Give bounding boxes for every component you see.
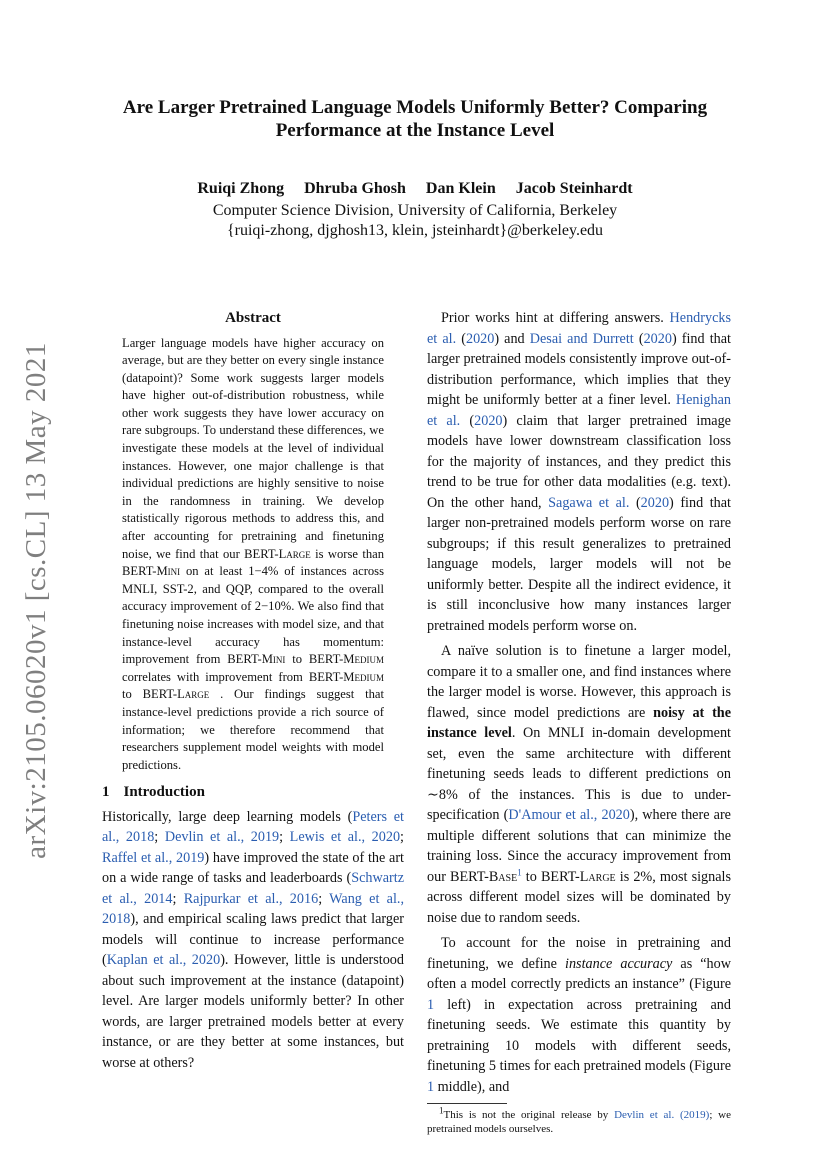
citation-link[interactable]: Kaplan et al., 2020 xyxy=(106,952,221,969)
footnote: $^1$This is not the original release by Devlin et al. (2019); we pretrained models ourselves. xyxy=(427,1105,731,1135)
citation-link[interactable]: Henighan et al. xyxy=(427,392,731,429)
citation-link[interactable]: 2020 xyxy=(640,494,670,511)
citation-link[interactable]: Raffel et al., 2019 xyxy=(102,849,205,866)
citation-link[interactable]: Rajpurkar et al., 2016 xyxy=(183,890,319,907)
section-number: 1 xyxy=(102,784,110,801)
footnote-marker[interactable]: 1 xyxy=(517,866,522,877)
citation-link[interactable]: Desai and Durrett xyxy=(529,330,634,347)
citation-link[interactable]: D'Amour et al., 2020 xyxy=(508,807,630,823)
citation-link[interactable]: Devlin et al., 2019 xyxy=(164,829,280,846)
author: Dhruba Ghosh xyxy=(304,180,406,197)
citation-link[interactable]: Sagawa et al. xyxy=(548,494,630,511)
arxiv-stamp xyxy=(16,341,56,859)
arxiv-id: arXiv:2105.06020v1 [cs.CL] 13 May 2021 xyxy=(19,341,52,859)
citation-link[interactable]: Lewis et al., 2020 xyxy=(289,829,401,846)
citation-link[interactable]: 2020 xyxy=(643,330,672,347)
citation-link[interactable]: Schwartz et al., 2014 xyxy=(102,870,404,907)
body-paragraph: To account for the noise in pretraining and finetuning, we define instance accuracy as “how often a model correctly predicts an instance” (Figure 1 left) in expectation across pretraining and finetuning seeds. We estimate this quantity by pretraining 10 models with different seeds, finetuning 5 times for each pretrained models (Figure 1 middle), and xyxy=(427,935,731,1095)
author-list xyxy=(90,180,740,198)
citation-link[interactable]: Hendrycks et al. xyxy=(427,310,731,347)
left-column xyxy=(102,308,404,1073)
citation-link[interactable]: 2020 xyxy=(474,412,503,429)
abstract-heading: Abstract xyxy=(225,310,281,326)
citation-link[interactable]: 2020 xyxy=(465,330,495,347)
author-emails: {ruiqi-zhong, djghosh13, klein, jsteinhardt}@berkeley.edu xyxy=(226,222,604,239)
section-heading-introduction xyxy=(102,782,404,803)
body-paragraph: A naïve solution is to finetune a larger model, compare it to a smaller one, and find instances where the larger model is worse. However, this approach is flawed, since model predictions are noisy at the instance level. On MNLI in-domain development set, even the same architecture with different finetuning seeds leads to different predictions on ∼8% of the instances. This is due to under-specification (D'Amour et al., 2020), where there are multiple different solutions that can minimize the training loss. Since the accuracy improvement from our BERT-Base$^1$ to BERT-Large is 2%, most signals across different model sizes will be dominated by noise due to random seeds. xyxy=(427,643,732,926)
figure-ref-link[interactable]: 1 xyxy=(427,996,435,1013)
author: Ruiqi Zhong xyxy=(197,180,285,197)
citation-link[interactable]: Wang et al., 2018 xyxy=(102,890,404,928)
abstract-text: Larger language models have higher accuracy on average, but are they better on every single instance (datapoint)? Some work suggests larger models have higher out-of-distribution robustness, while other work suggests they have lower accuracy on rare subgroups. To understand these differences, we investigate these models at the level of individual instances. However, one major challenge is that individual predictions are highly sensitive to noise in the randomness in training. We develop statistically rigorous methods to address this, and after accounting for pretraining and finetuning noise, we find that our BERT-Large is worse than BERT-Mini on at least 1−4% of instances across MNLI, SST-2, and QQP, compared to the overall accuracy improvement of 2−10%. We also find that finetuning noise increases with model size, and that instance-level accuracy has momentum: improvement from BERT-Mini to BERT-Medium correlates with improvement from BERT-Medium to BERT-Large . Our findings suggest that instance-level predictions provide a rich source of information; we therefore recommend that researchers supplement model weights with model predictions. xyxy=(122,335,384,772)
paper-title: Are Larger Pretrained Language Models Uniformly Better? Comparing Performance at the Instance Level xyxy=(122,97,708,141)
figure-ref-link[interactable]: 1 xyxy=(427,1078,435,1095)
footnote-divider xyxy=(427,1103,507,1104)
section-title: Introduction xyxy=(123,784,205,801)
right-column xyxy=(427,308,731,1136)
author: Dan Klein xyxy=(425,180,496,197)
citation-link[interactable]: Devlin et al. (2019) xyxy=(614,1109,710,1121)
affiliation: Computer Science Division, University of California, Berkeley xyxy=(212,202,618,219)
affiliation-block xyxy=(90,201,740,241)
citation-link[interactable]: Peters et al., 2018 xyxy=(102,808,404,846)
intro-paragraph: Historically, large deep learning models (Peters et al., 2018; Devlin et al., 2019; Lewis et al., 2020; Raffel et al., 2019) have improved the state of the art on a wide range of tasks and leaderboards (Schwartz et al., 2014; Rajpurkar et al., 2016; Wang et al., 2018), and empirical scaling laws predict that larger models will continue to increase performance (Kaplan et al., 2020). However, little is understood about such improvement at the instance (datapoint) level. Are larger models uniformly better? In other words, are larger pretrained models better at every instance, or are they better at some instances, but worse at others? xyxy=(102,808,405,1071)
author: Jacob Steinhardt xyxy=(515,180,633,197)
body-paragraph: Prior works hint at differing answers. Hendrycks et al. (2020) and Desai and Durrett (2020) find that larger pretrained models consistently improve out-of-distribution performance, which implies that they might be uniformly better at a finer level. Henighan et al. (2020) claim that larger pretrained image models have lower downstream classification loss for the majority of instances, and they predict this trend to be true for other data modalities (e.g. text). On the other hand, Sagawa et al. (2020) find that larger non-pretrained models perform worse on rare subgroups; if this result generalizes to pretrained language models, larger models will not be uniformly better. Despite all the indirect evidence, it is still inconclusive how many instances larger pretrained models perform worse on. xyxy=(427,310,731,634)
